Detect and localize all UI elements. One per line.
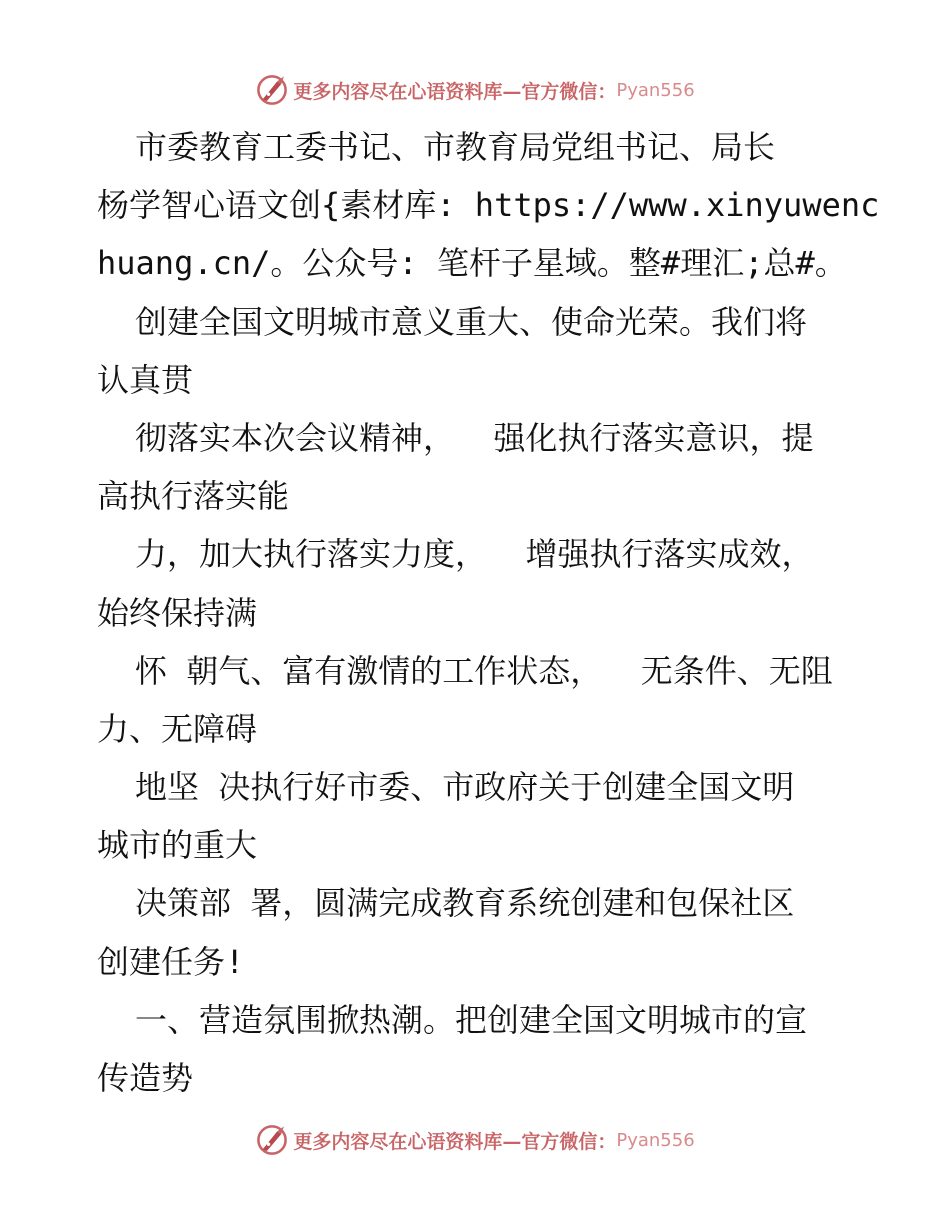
text-line: 彻落实本次会议精神， 强化执行落实意识，提 [135, 418, 814, 457]
text-line: 地坚 决执行好市委、市政府关于创建全国文明 [135, 768, 795, 807]
text-line: 力，加大执行落实力度， 增强执行落实成效， [135, 535, 814, 574]
text-line: 力、无障碍 [97, 709, 258, 748]
text-line: 传造势 [97, 1059, 194, 1097]
header-banner-wechat: Pyan556 [616, 79, 695, 101]
quill-pen-circle-logo [255, 73, 289, 107]
text-line: 高执行落实能 [97, 477, 290, 516]
footer-banner [0, 1122, 950, 1158]
document-body [97, 118, 880, 1107]
text-line: 创建任务! [97, 942, 245, 981]
text-line: 怀 朝气、富有激情的工作状态， 无条件、无阻 [135, 651, 833, 690]
text-line: huang.cn/。公众号: 笔杆子星域。整#理汇;总#。 [97, 244, 847, 283]
text-line: 认真贯 [97, 360, 194, 399]
text-line: 市委教育工委书记、市教育局党组书记、局长 [135, 128, 776, 166]
text-line: 杨学智心语文创{素材库: https://www.xinyuwenc [97, 186, 880, 225]
header-banner-text: 更多内容尽在心语资料库—官方微信： [293, 80, 617, 103]
text-line: 一、营造氛围掀热潮。把创建全国文明城市的宣 [135, 1000, 808, 1039]
text-line: 决策部 署，圆满完成教育系统创建和包保社区 [135, 884, 795, 923]
quill-pen-circle-logo [255, 1123, 289, 1157]
footer-banner-wechat: Pyan556 [616, 1129, 695, 1151]
text-line: 创建全国文明城市意义重大、使命光荣。我们将 [135, 302, 808, 341]
text-line: 城市的重大 [97, 826, 258, 865]
header-banner [0, 72, 950, 108]
text-line: 始终保持满 [97, 593, 258, 632]
footer-banner-text: 更多内容尽在心语资料库—官方微信： [293, 1130, 617, 1153]
